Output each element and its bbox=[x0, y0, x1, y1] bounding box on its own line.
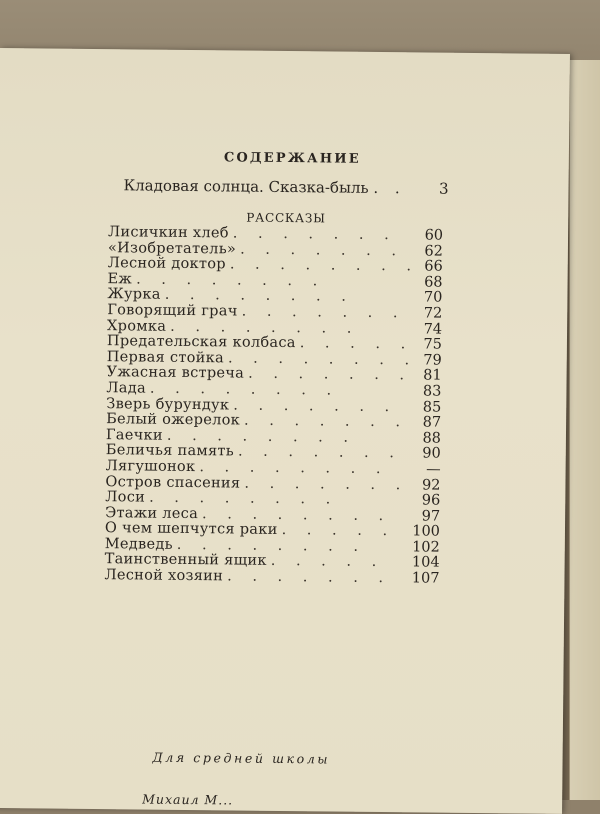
story-title: Остров спасения bbox=[105, 473, 241, 492]
story-page-number: 60 bbox=[424, 227, 444, 244]
story-title: Журка bbox=[107, 286, 161, 304]
story-list bbox=[104, 225, 443, 587]
toc-section-title: РАССКАЗЫ bbox=[246, 210, 326, 226]
story-title: Лада bbox=[106, 380, 147, 397]
story-leader-dots: . . . . . . . . bbox=[170, 318, 360, 337]
story-leader-dots: . . . . . . . . bbox=[166, 427, 357, 446]
book-page bbox=[0, 48, 570, 814]
story-leader-dots: . . . . . . . bbox=[233, 396, 398, 415]
footer-author: Михаил М... bbox=[142, 791, 234, 808]
story-leader-dots: . . . . . bbox=[281, 522, 396, 540]
story-leader-dots: . . . . . . . . bbox=[199, 459, 389, 477]
footer-audience: Для средней школы bbox=[152, 749, 331, 767]
story-leader-dots: . . . . . . . bbox=[237, 443, 402, 462]
toc-main-entry bbox=[123, 176, 448, 197]
toc-main-entry-label: Кладовая солнца. Сказка-быль bbox=[123, 176, 369, 197]
story-page-number: 96 bbox=[421, 492, 441, 509]
story-page-number: 107 bbox=[411, 570, 440, 587]
story-leader-dots: . . . . . . . . bbox=[201, 505, 392, 524]
story-title: Гаечки bbox=[105, 426, 163, 444]
story-page-number: 85 bbox=[422, 398, 442, 416]
next-page-edge bbox=[569, 60, 600, 800]
story-leader-dots: . . . . . . . . bbox=[149, 380, 340, 399]
story-leader-dots: . . . . . . . . bbox=[149, 489, 339, 508]
story-page-number: 81 bbox=[423, 367, 442, 384]
story-title: Предательская колбаса bbox=[106, 333, 296, 352]
story-leader-dots: . . . . . . . bbox=[244, 475, 409, 493]
story-leader-dots: . . . . . . . . bbox=[136, 271, 326, 290]
story-title: Зверь бурундук bbox=[106, 395, 230, 413]
story-page-number: 83 bbox=[422, 383, 442, 400]
story-page-number: 66 bbox=[424, 258, 443, 275]
story-leader-dots: . . . . . . . bbox=[244, 412, 409, 431]
story-page-number: 75 bbox=[423, 336, 442, 353]
story-page-number: 70 bbox=[423, 289, 443, 307]
story-leader-dots: . . . . . . . bbox=[232, 225, 397, 244]
story-title: Белый ожерелок bbox=[106, 411, 241, 429]
story-title: Лесной доктор bbox=[107, 255, 226, 273]
story-leader-dots: . . . . . . . . bbox=[227, 350, 418, 369]
story-page-number: 100 bbox=[412, 523, 441, 540]
story-page-number: 74 bbox=[423, 321, 443, 338]
story-leader-dots: . . . . . bbox=[270, 553, 385, 571]
story-title: Говорящий грач bbox=[107, 302, 238, 320]
toc-main-entry-page: 3 bbox=[438, 179, 449, 198]
story-title: Лоси bbox=[105, 489, 146, 506]
story-title: Лесной хозяин bbox=[104, 567, 224, 585]
page-content bbox=[0, 48, 570, 814]
story-page-number: 68 bbox=[424, 274, 443, 291]
story-page-number: 102 bbox=[412, 539, 440, 556]
story-leader-dots: . . . . . . . . bbox=[164, 287, 354, 306]
story-leader-dots: . . . . . . . bbox=[241, 303, 406, 322]
story-page-number: — bbox=[426, 461, 441, 478]
story-entry bbox=[104, 568, 439, 587]
story-leader-dots: . . . . . bbox=[299, 335, 414, 353]
story-title: «Изобретатель» bbox=[107, 239, 237, 258]
toc-title: СОДЕРЖАНИЕ bbox=[223, 150, 361, 167]
story-page-number: 90 bbox=[422, 445, 441, 462]
story-title: Беличья память bbox=[105, 442, 235, 460]
story-leader-dots: . . . . . . . bbox=[240, 241, 405, 259]
story-title: О чем шепчутся раки bbox=[104, 520, 278, 539]
story-title: Еж bbox=[107, 270, 133, 288]
story-page-number: 104 bbox=[411, 554, 440, 572]
story-leader-dots: . . . . . . . . bbox=[229, 256, 420, 275]
story-page-number: 92 bbox=[421, 476, 441, 494]
story-leader-dots: . . . . . . . bbox=[248, 365, 413, 384]
story-title: Хромка bbox=[107, 317, 167, 335]
story-page-number: 62 bbox=[424, 243, 443, 260]
story-page-number: 87 bbox=[422, 414, 442, 431]
toc-main-entry-leader: . . bbox=[373, 178, 406, 198]
story-page-number: 88 bbox=[422, 430, 442, 447]
story-title: Лягушонок bbox=[105, 458, 196, 475]
story-title: Ужасная встреча bbox=[106, 364, 245, 382]
story-title: Медведь bbox=[104, 536, 173, 553]
story-leader-dots: . . . . . . . bbox=[227, 568, 392, 587]
story-leader-dots: . . . . . . . . bbox=[176, 536, 367, 555]
story-title: Лисичкин хлеб bbox=[107, 224, 229, 242]
story-page-number: 72 bbox=[423, 305, 443, 322]
story-title: Первая стойка bbox=[106, 348, 225, 367]
story-page-number: 79 bbox=[423, 352, 442, 369]
story-title: Этажи леса bbox=[105, 504, 199, 522]
story-page-number: 97 bbox=[421, 508, 441, 525]
story-title: Таинственный ящик bbox=[104, 551, 267, 570]
